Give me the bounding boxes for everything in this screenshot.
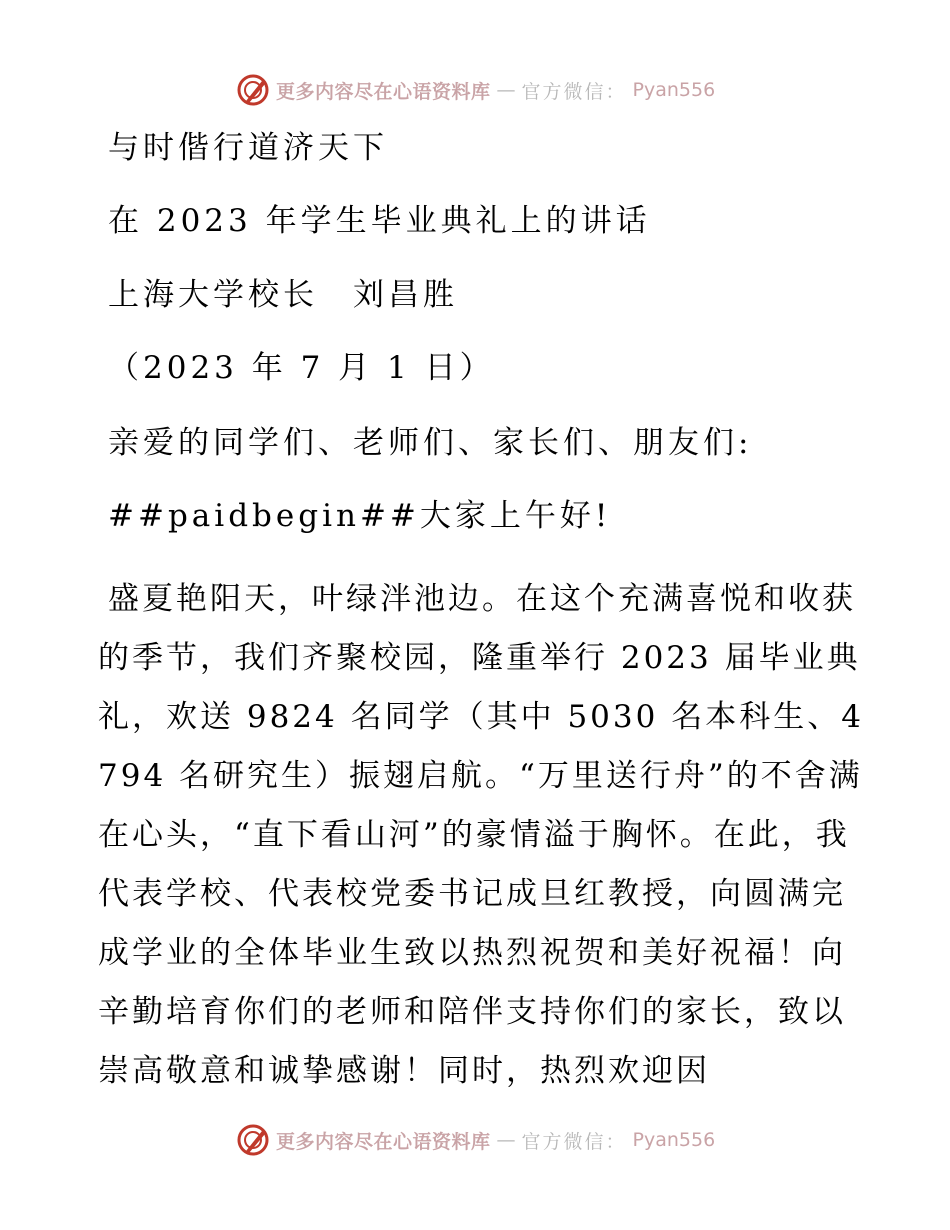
- greeting-line: 亲爱的同学们、老师们、家长们、朋友们:: [108, 425, 753, 461]
- watermark-text: 更多内容尽在心语资料库: [276, 1130, 491, 1153]
- watermark-wechat-id: Pyan556: [632, 1129, 716, 1151]
- header-watermark: [236, 72, 715, 108]
- date-line: （2023 年 7 月 1 日）: [108, 350, 495, 386]
- watermark-dash: —: [496, 1129, 516, 1151]
- watermark-official-label: 官方微信：: [521, 80, 627, 103]
- watermark-wechat-id: Pyan556: [632, 79, 716, 101]
- speech-body-paragraph: 盛夏艳阳天，叶绿泮池边。在这个充满喜悦和收获的季节，我们齐聚校园，隆重举行 2023 届毕业典礼，欢送 9824 名同学（其中 5030 名本科生、4794 名研究生）振翅启航。“万里送行舟”的不舍满在心头，“直下看山河”的豪情溢于胸怀。在此，我代表学校、代表校党委书记成旦红教授，向圆满完成学业的全体毕业生致以热烈祝贺和美好祝福！向辛勤培育你们的老师和陪伴支持你们的家长，致以崇高敬意和诚挚感谢！同时，热烈欢迎因: [98, 581, 864, 1089]
- library-logo-icon: [236, 1123, 270, 1157]
- footer-watermark: [236, 1122, 715, 1158]
- document-subtitle: 在 2023 年学生毕业典礼上的讲话: [108, 203, 651, 239]
- watermark-dash: —: [496, 79, 516, 101]
- hello-line: ##paidbegin##大家上午好!: [108, 498, 612, 534]
- watermark-official-label: 官方微信：: [521, 1130, 627, 1153]
- document-title: 与时偕行道济天下: [108, 130, 388, 166]
- speaker-line: 上海大学校长 刘昌胜: [108, 277, 458, 313]
- watermark-text: 更多内容尽在心语资料库: [276, 80, 491, 103]
- library-logo-icon: [236, 73, 270, 107]
